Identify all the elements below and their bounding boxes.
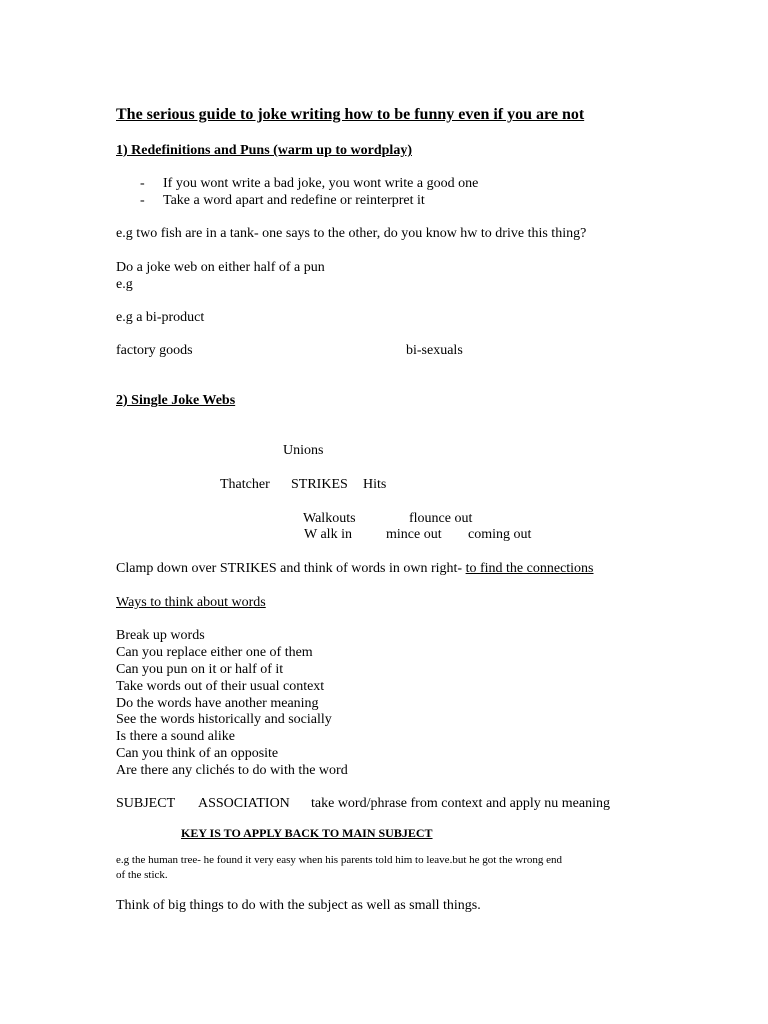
key-note: KEY IS TO APPLY BACK TO MAIN SUBJECT (181, 826, 433, 840)
web-walkouts: Walkouts (303, 511, 356, 526)
joke-web-line: Do a joke web on either half of a pun (116, 260, 325, 275)
association-description: take word/phrase from context and apply nu meaning (311, 796, 610, 811)
factory-goods: factory goods (116, 343, 193, 358)
bullet-marker: - (140, 193, 145, 208)
ways-item: See the words historically and socially (116, 712, 332, 727)
example-fish: e.g two fish are in a tank- one says to the other, do you know hw to drive this thing? (116, 226, 587, 241)
web-thatcher: Thatcher (220, 477, 270, 492)
web-coming-out: coming out (468, 527, 532, 542)
subject-label: SUBJECT (116, 796, 176, 811)
ways-item: Is there a sound alike (116, 729, 235, 744)
ways-item: Take words out of their usual context (116, 679, 325, 694)
bi-sexuals: bi-sexuals (406, 343, 463, 358)
web-walk-in: W alk in (304, 527, 352, 542)
web-hits: Hits (363, 477, 387, 492)
section-1-heading: 1) Redefinitions and Puns (warm up to wordplay) (116, 143, 412, 158)
ways-item: Can you think of an opposite (116, 746, 279, 761)
web-strikes: STRIKES (291, 477, 348, 492)
association-label: ASSOCIATION (198, 796, 290, 811)
ways-item: Do the words have another meaning (116, 696, 319, 711)
bullet-item: Take a word apart and redefine or reinterpret it (163, 193, 425, 208)
clamp-text-link: to find the connections (465, 561, 594, 576)
example-human-tree: e.g the human tree- he found it very easy when his parents told him to leave.but he got the wrong end (116, 854, 562, 866)
ways-item: Can you replace either one of them (116, 645, 313, 660)
example-bi-product: e.g a bi-product (116, 310, 205, 325)
bullet-item: If you wont write a bad joke, you wont write a good one (163, 176, 479, 191)
ways-item: Are there any clichés to do with the word (116, 763, 348, 778)
section-2-heading: 2) Single Joke Webs (116, 393, 236, 408)
ways-item: Break up words (116, 628, 205, 643)
clamp-text-main: Clamp down over STRIKES and think of words in own right- (116, 561, 463, 576)
document-title: The serious guide to joke writing how to be funny even if you are not (116, 106, 585, 123)
web-flounce-out: flounce out (409, 511, 473, 526)
bullet-marker: - (140, 176, 145, 191)
web-unions: Unions (283, 443, 324, 458)
example-human-tree-cont: of the stick. (116, 869, 168, 881)
ways-heading: Ways to think about words (116, 595, 266, 610)
eg-label: e.g (116, 277, 133, 292)
closing-line: Think of big things to do with the subject as well as small things. (116, 898, 481, 913)
clamp-text (116, 560, 594, 577)
ways-item: Can you pun on it or half of it (116, 662, 284, 677)
web-mince-out: mince out (386, 527, 442, 542)
